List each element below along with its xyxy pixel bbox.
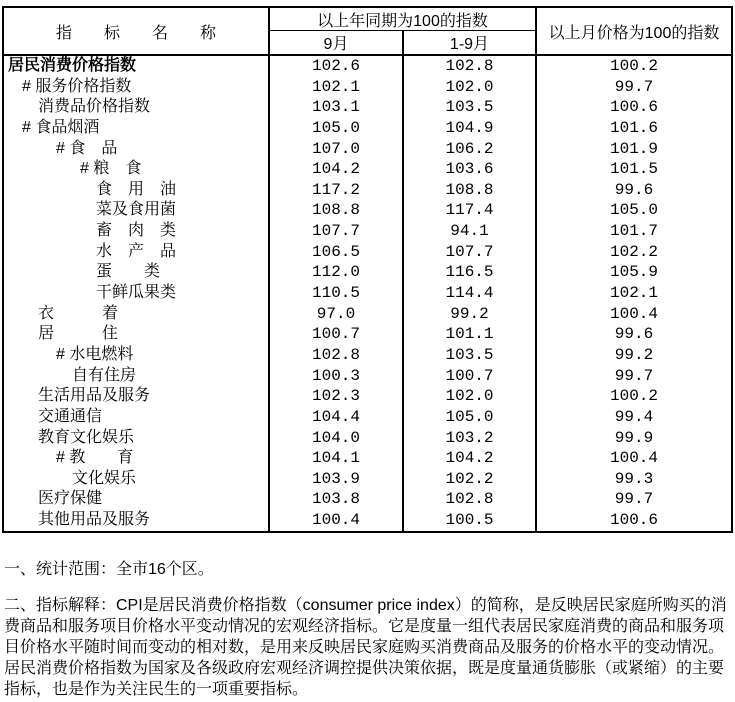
table-row — [4, 304, 731, 325]
table-row — [4, 221, 731, 242]
index-value-cell: 107.0 — [268, 139, 402, 160]
index-value-cell: 102.0 — [402, 386, 535, 407]
header-indicator-name: 指 标 名 称 — [55, 24, 216, 42]
index-value-cell: 103.8 — [268, 489, 402, 510]
index-value-cell: 114.4 — [402, 283, 535, 304]
index-value-cell: 103.5 — [402, 97, 535, 118]
index-value-cell: 117.2 — [268, 180, 402, 201]
indicator-name-cell: 畜 肉 类 — [96, 222, 177, 240]
index-value-cell: 102.8 — [268, 345, 402, 366]
index-value-cell: 103.6 — [402, 159, 535, 180]
index-value-cell: 104.1 — [268, 448, 402, 469]
index-value-cell: 100.2 — [535, 56, 731, 77]
table-row — [4, 139, 731, 160]
table-row — [4, 386, 731, 407]
indicator-name-cell: 水 产 品 — [96, 242, 177, 260]
index-value-cell: 101.6 — [535, 118, 731, 139]
indicator-name-cell: 交通通信 — [38, 407, 103, 425]
table-row — [4, 428, 731, 449]
index-value-cell: 94.1 — [402, 221, 535, 242]
table-header — [4, 8, 731, 54]
indicator-name-cell: 菜及食用菌 — [96, 201, 177, 219]
indicator-name-cell: 文化娱乐 — [72, 469, 137, 487]
table-row — [4, 180, 731, 201]
index-value-cell: 108.8 — [402, 180, 535, 201]
index-value-cell: 101.1 — [402, 324, 535, 345]
indicator-name-cell: # 水电燃料 — [56, 345, 134, 363]
indicator-name-cell: # 粮 食 — [80, 160, 142, 178]
header-jan-sep: 1-9月 — [402, 31, 535, 54]
index-value-cell: 100.3 — [268, 366, 402, 387]
indicator-name-cell: # 食品烟酒 — [22, 118, 100, 136]
index-value-cell: 99.7 — [535, 77, 731, 98]
table-row — [4, 283, 731, 304]
index-value-cell: 105.9 — [535, 262, 731, 283]
index-value-cell: 99.9 — [535, 428, 731, 449]
index-value-cell: 100.7 — [402, 366, 535, 387]
table-row — [4, 242, 731, 263]
index-value-cell: 102.6 — [268, 56, 402, 77]
index-value-cell: 112.0 — [268, 262, 402, 283]
table-row — [4, 97, 731, 118]
index-value-cell: 99.2 — [402, 304, 535, 325]
index-value-cell: 100.7 — [268, 324, 402, 345]
index-value-cell: 106.2 — [402, 139, 535, 160]
index-value-cell: 102.2 — [402, 469, 535, 490]
table-row — [4, 469, 731, 490]
index-value-cell: 110.5 — [268, 283, 402, 304]
header-mom-index: 以上月价格为100的指数 — [535, 8, 731, 54]
index-value-cell: 103.9 — [268, 469, 402, 490]
index-value-cell: 101.5 — [535, 159, 731, 180]
index-value-cell: 103.1 — [268, 97, 402, 118]
indicator-name-cell: 生活用品及服务 — [38, 387, 151, 405]
index-value-cell: 104.2 — [268, 159, 402, 180]
indicator-name-cell: # 教 育 — [56, 449, 134, 467]
note-scope: 一、统计范围：全市16个区。 — [4, 561, 214, 578]
indicator-name-cell: 医疗保健 — [38, 490, 103, 508]
note-definition: 二、指标解释：CPI是居民消费价格指数（consumer price index）的简称，是反映居民家庭所购买的消费商品和服务项目价格水平变动情况的宏观经济指标。它是度量一组代表居民家庭消费的商品和服务项目价格水平随时间而变动的相对数，是用来反映居民家庭购买消费商品及服务的价格水平的变动情况。居民消费价格指数为国家及各级政府宏观经济调控提供决策依据，既是度量通货膨胀（或紧缩）的主要指标，也是作为关注民生的一项重要指标。 — [4, 597, 727, 698]
index-value-cell: 108.8 — [268, 200, 402, 221]
index-value-cell: 100.4 — [268, 510, 402, 531]
footnotes — [4, 559, 731, 700]
table-row — [4, 407, 731, 428]
indicator-name-cell: # 服务价格指数 — [22, 77, 132, 95]
index-value-cell: 105.0 — [402, 407, 535, 428]
table-row — [4, 448, 731, 469]
header-september: 9月 — [268, 31, 402, 54]
table-row — [4, 345, 731, 366]
table-row — [4, 77, 731, 98]
index-value-cell: 105.0 — [535, 200, 731, 221]
index-value-cell: 105.0 — [268, 118, 402, 139]
table-row — [4, 366, 731, 387]
table-row — [4, 262, 731, 283]
header-yoy-group: 以上年同期为100的指数 — [268, 8, 535, 31]
table-row — [4, 324, 731, 345]
index-value-cell: 102.2 — [535, 242, 731, 263]
table-row — [4, 510, 731, 531]
indicator-name-cell: 教育文化娱乐 — [38, 428, 135, 446]
index-value-cell: 116.5 — [402, 262, 535, 283]
index-value-cell: 100.4 — [535, 448, 731, 469]
table-row — [4, 56, 731, 77]
index-value-cell: 99.6 — [535, 324, 731, 345]
index-value-cell: 99.6 — [535, 180, 731, 201]
index-value-cell: 97.0 — [268, 304, 402, 325]
indicator-name-cell: 其他用品及服务 — [38, 511, 151, 529]
indicator-name-cell: 居民消费价格指数 — [8, 57, 137, 74]
index-value-cell: 107.7 — [268, 221, 402, 242]
index-value-cell: 99.7 — [535, 489, 731, 510]
index-value-cell: 100.6 — [535, 510, 731, 531]
index-value-cell: 104.9 — [402, 118, 535, 139]
index-value-cell: 101.9 — [535, 139, 731, 160]
table-row — [4, 489, 731, 510]
indicator-name-cell: 衣 着 — [38, 304, 119, 322]
index-value-cell: 102.0 — [402, 77, 535, 98]
indicator-name-cell: 消费品价格指数 — [38, 98, 151, 116]
index-value-cell: 102.1 — [268, 77, 402, 98]
index-value-cell: 104.4 — [268, 407, 402, 428]
cpi-table — [2, 6, 733, 533]
index-value-cell: 102.3 — [268, 386, 402, 407]
index-value-cell: 117.4 — [402, 200, 535, 221]
indicator-name-cell: # 食 品 — [56, 139, 118, 157]
indicator-name-cell: 居 住 — [38, 325, 119, 343]
table-row — [4, 118, 731, 139]
indicator-name-cell: 自有住房 — [72, 366, 137, 384]
indicator-name-cell: 干鲜瓜果类 — [96, 284, 177, 302]
index-value-cell: 104.0 — [268, 428, 402, 449]
table-row — [4, 159, 731, 180]
index-value-cell: 100.2 — [535, 386, 731, 407]
index-value-cell: 99.2 — [535, 345, 731, 366]
index-value-cell: 101.7 — [535, 221, 731, 242]
index-value-cell: 102.1 — [535, 283, 731, 304]
index-value-cell: 100.4 — [535, 304, 731, 325]
index-value-cell: 99.3 — [535, 469, 731, 490]
index-value-cell: 107.7 — [402, 242, 535, 263]
index-value-cell: 103.2 — [402, 428, 535, 449]
index-value-cell: 99.7 — [535, 366, 731, 387]
index-value-cell: 102.8 — [402, 56, 535, 77]
index-value-cell: 100.6 — [535, 97, 731, 118]
table-row — [4, 200, 731, 221]
index-value-cell: 99.4 — [535, 407, 731, 428]
index-value-cell: 104.2 — [402, 448, 535, 469]
index-value-cell: 103.5 — [402, 345, 535, 366]
index-value-cell: 102.8 — [402, 489, 535, 510]
indicator-name-cell: 蛋 类 — [96, 263, 161, 281]
table-body — [4, 54, 731, 531]
index-value-cell: 106.5 — [268, 242, 402, 263]
index-value-cell: 100.5 — [402, 510, 535, 531]
indicator-name-cell: 食 用 油 — [96, 180, 177, 198]
